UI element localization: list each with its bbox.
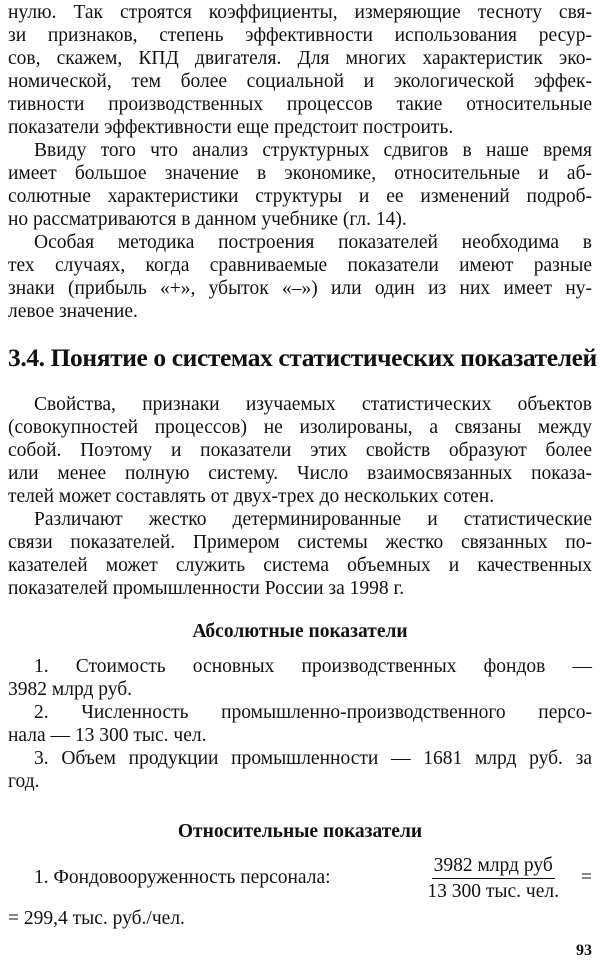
intro-paragraph-1 xyxy=(8,1,592,139)
formula-result: = 299,4 тыс. руб./чел. xyxy=(8,908,185,929)
text-line: номической, тем более социальной и экологической эффек- xyxy=(8,71,592,92)
text-line: 3982 млрд руб. xyxy=(8,679,133,700)
text-line: зи признаков, степень эффективности использования ресур- xyxy=(8,25,592,46)
text-line: или менее полную систему. Число взаимосвязанных показа- xyxy=(8,463,592,484)
text-line: 2. Численность промышленно-производственного персо- xyxy=(34,702,592,723)
text-line: показатели эффективности еще предстоит построить. xyxy=(8,117,454,138)
absolute-item-1 xyxy=(8,655,592,701)
relative-item-1-formula xyxy=(8,851,592,905)
text-line: Различают жестко детерминированные и статистические xyxy=(34,509,592,530)
text-line: но рассматриваются в данном учебнике (гл. 14). xyxy=(8,209,407,230)
absolute-indicators-heading: Абсолютные показатели xyxy=(192,621,408,642)
text-line: собой. Поэтому и показатели этих свойств образуют более xyxy=(8,440,592,461)
text-line: связи показателей. Примером системы жестко связанных по- xyxy=(8,532,592,553)
text-line: тех случаях, когда сравниваемые показатели имеют разные xyxy=(8,255,592,276)
text-line: Свойства, признаки изучаемых статистических объектов xyxy=(34,394,592,415)
intro-paragraph-3 xyxy=(8,231,592,323)
text-line: Особая методика построения показателей необходима в xyxy=(34,232,592,253)
text-line: (совокупностей процессов) не изолированы, а связаны между xyxy=(8,417,592,438)
text-line: Ввиду того что анализ структурных сдвигов в наше время xyxy=(34,140,592,161)
text-line: казателей может служить система объемных и качественных xyxy=(8,555,592,576)
book-page xyxy=(8,0,597,930)
text-line: 3. Объем продукции промышленности — 1681 млрд руб. за xyxy=(34,748,592,769)
relative-indicators-heading: Относительные показатели xyxy=(177,821,423,842)
text-line: показателей промышленности России за 1998 г. xyxy=(8,578,405,599)
text-line: нулю. Так строятся коэффициенты, измеряющие тесноту свя- xyxy=(8,2,592,23)
section-heading: 3.4. Понятие о системах статистических показателей xyxy=(8,343,597,372)
intro-paragraph-2 xyxy=(8,139,592,231)
page-number: 93 xyxy=(576,942,592,959)
fraction xyxy=(427,854,559,903)
text-line: нала — 13 300 тыс. чел. xyxy=(8,725,207,746)
text-line: сов, скажем, КПД двигателя. Для многих характеристик эко- xyxy=(8,48,592,69)
formula-label: 1. Фондовооруженность персонала: xyxy=(34,867,331,888)
equals-sign: = xyxy=(581,867,592,888)
text-line: 1. Стоимость основных производственных фондов — xyxy=(34,656,592,677)
section-paragraph-2 xyxy=(8,508,592,600)
text-line: левое значение. xyxy=(8,301,138,322)
text-line: телей может составлять от двух-трех до нескольких сотен. xyxy=(8,486,495,507)
text-line: солютные характеристики структуры и ее изменений подроб- xyxy=(8,186,592,207)
text-line: год. xyxy=(8,771,40,792)
fraction-denominator: 13 300 тыс. чел. xyxy=(427,880,559,902)
fraction-numerator: 3982 млрд руб xyxy=(432,854,555,879)
absolute-item-2 xyxy=(8,701,592,747)
section-paragraph-1 xyxy=(8,393,592,508)
absolute-item-3 xyxy=(8,747,592,793)
text-line: имеет большое значение в экономике, относительные и аб- xyxy=(8,163,592,184)
text-line: знаки (прибыль «+», убыток «–») или один из них имеет ну- xyxy=(8,278,592,299)
text-line: тивности производственных процессов такие относительные xyxy=(8,94,592,115)
